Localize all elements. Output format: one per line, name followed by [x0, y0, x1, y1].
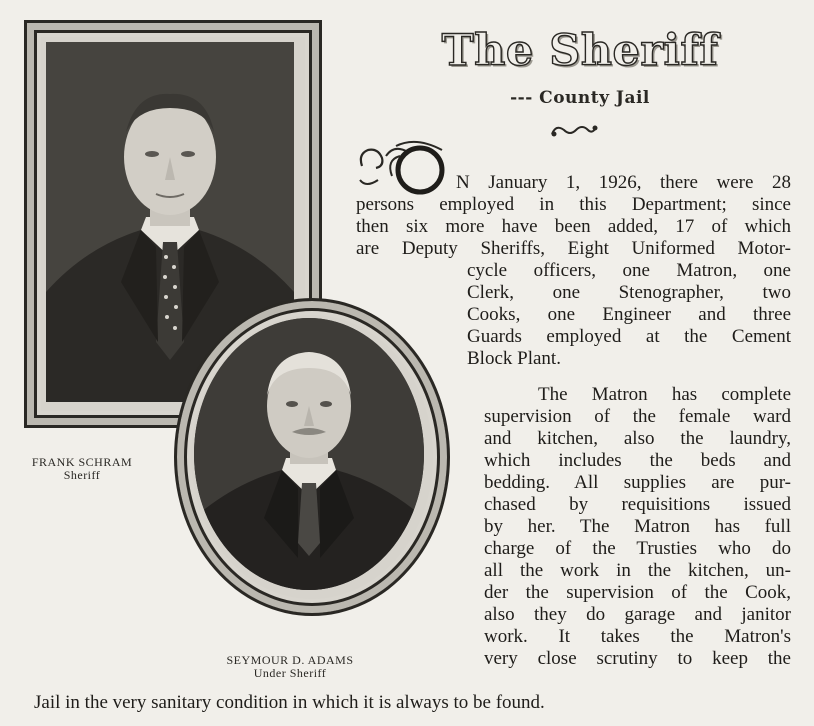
- body-line: supervision of the female ward: [484, 406, 791, 427]
- under-sheriff-caption: [200, 654, 380, 680]
- body-line: Cooks, one Engineer and three: [467, 304, 791, 325]
- body-line: cycle officers, one Matron, one: [467, 260, 791, 281]
- body-line: bedding. All supplies are pur-: [484, 472, 791, 493]
- scroll-ornament-icon: [548, 122, 600, 140]
- body-line: also they do garage and janitor: [484, 604, 791, 625]
- ornamental-O-icon: [356, 136, 450, 196]
- under-sheriff-name: SEYMOUR D. ADAMS: [226, 653, 354, 667]
- sheriff-caption: [10, 456, 154, 482]
- sheriff-role: Sheriff: [63, 468, 101, 482]
- body-line: chased by requisitions issued: [484, 494, 791, 515]
- body-line: Clerk, one Stenographer, two: [467, 282, 791, 303]
- body-line: work. It takes the Matron's: [484, 626, 791, 647]
- under-sheriff-role: Under Sheriff: [253, 666, 327, 680]
- page-subtitle: --- County Jail: [510, 88, 650, 108]
- body-line: persons employed in this Department; since: [356, 194, 791, 215]
- body-line: are Deputy Sheriffs, Eight Uniformed Motor-: [356, 238, 791, 259]
- body-line: N January 1, 1926, there were 28: [456, 172, 791, 193]
- body-line: then six more have been added, 17 of which: [356, 216, 791, 237]
- body-line: and kitchen, also the laundry,: [484, 428, 791, 449]
- body-line: Block Plant.: [467, 348, 561, 369]
- under-sheriff-portrait-photo: [194, 318, 424, 590]
- body-line: which includes the beds and: [484, 450, 791, 471]
- body-line: Guards employed at the Cement: [467, 326, 791, 347]
- body-line: charge of the Trusties who do: [484, 538, 791, 559]
- body-line: by her. The Matron has full: [484, 516, 791, 537]
- body-line-final: Jail in the very sanitary condition in which it is always to be found.: [34, 692, 545, 713]
- body-line: all the work in the kitchen, un-: [484, 560, 791, 581]
- body-line: The Matron has complete: [538, 384, 791, 405]
- sheriff-name: FRANK SCHRAM: [31, 455, 133, 469]
- body-line: very close scrutiny to keep the: [484, 648, 791, 669]
- body-line: der the supervision of the Cook,: [484, 582, 791, 603]
- page-title: The Sheriff: [441, 26, 719, 76]
